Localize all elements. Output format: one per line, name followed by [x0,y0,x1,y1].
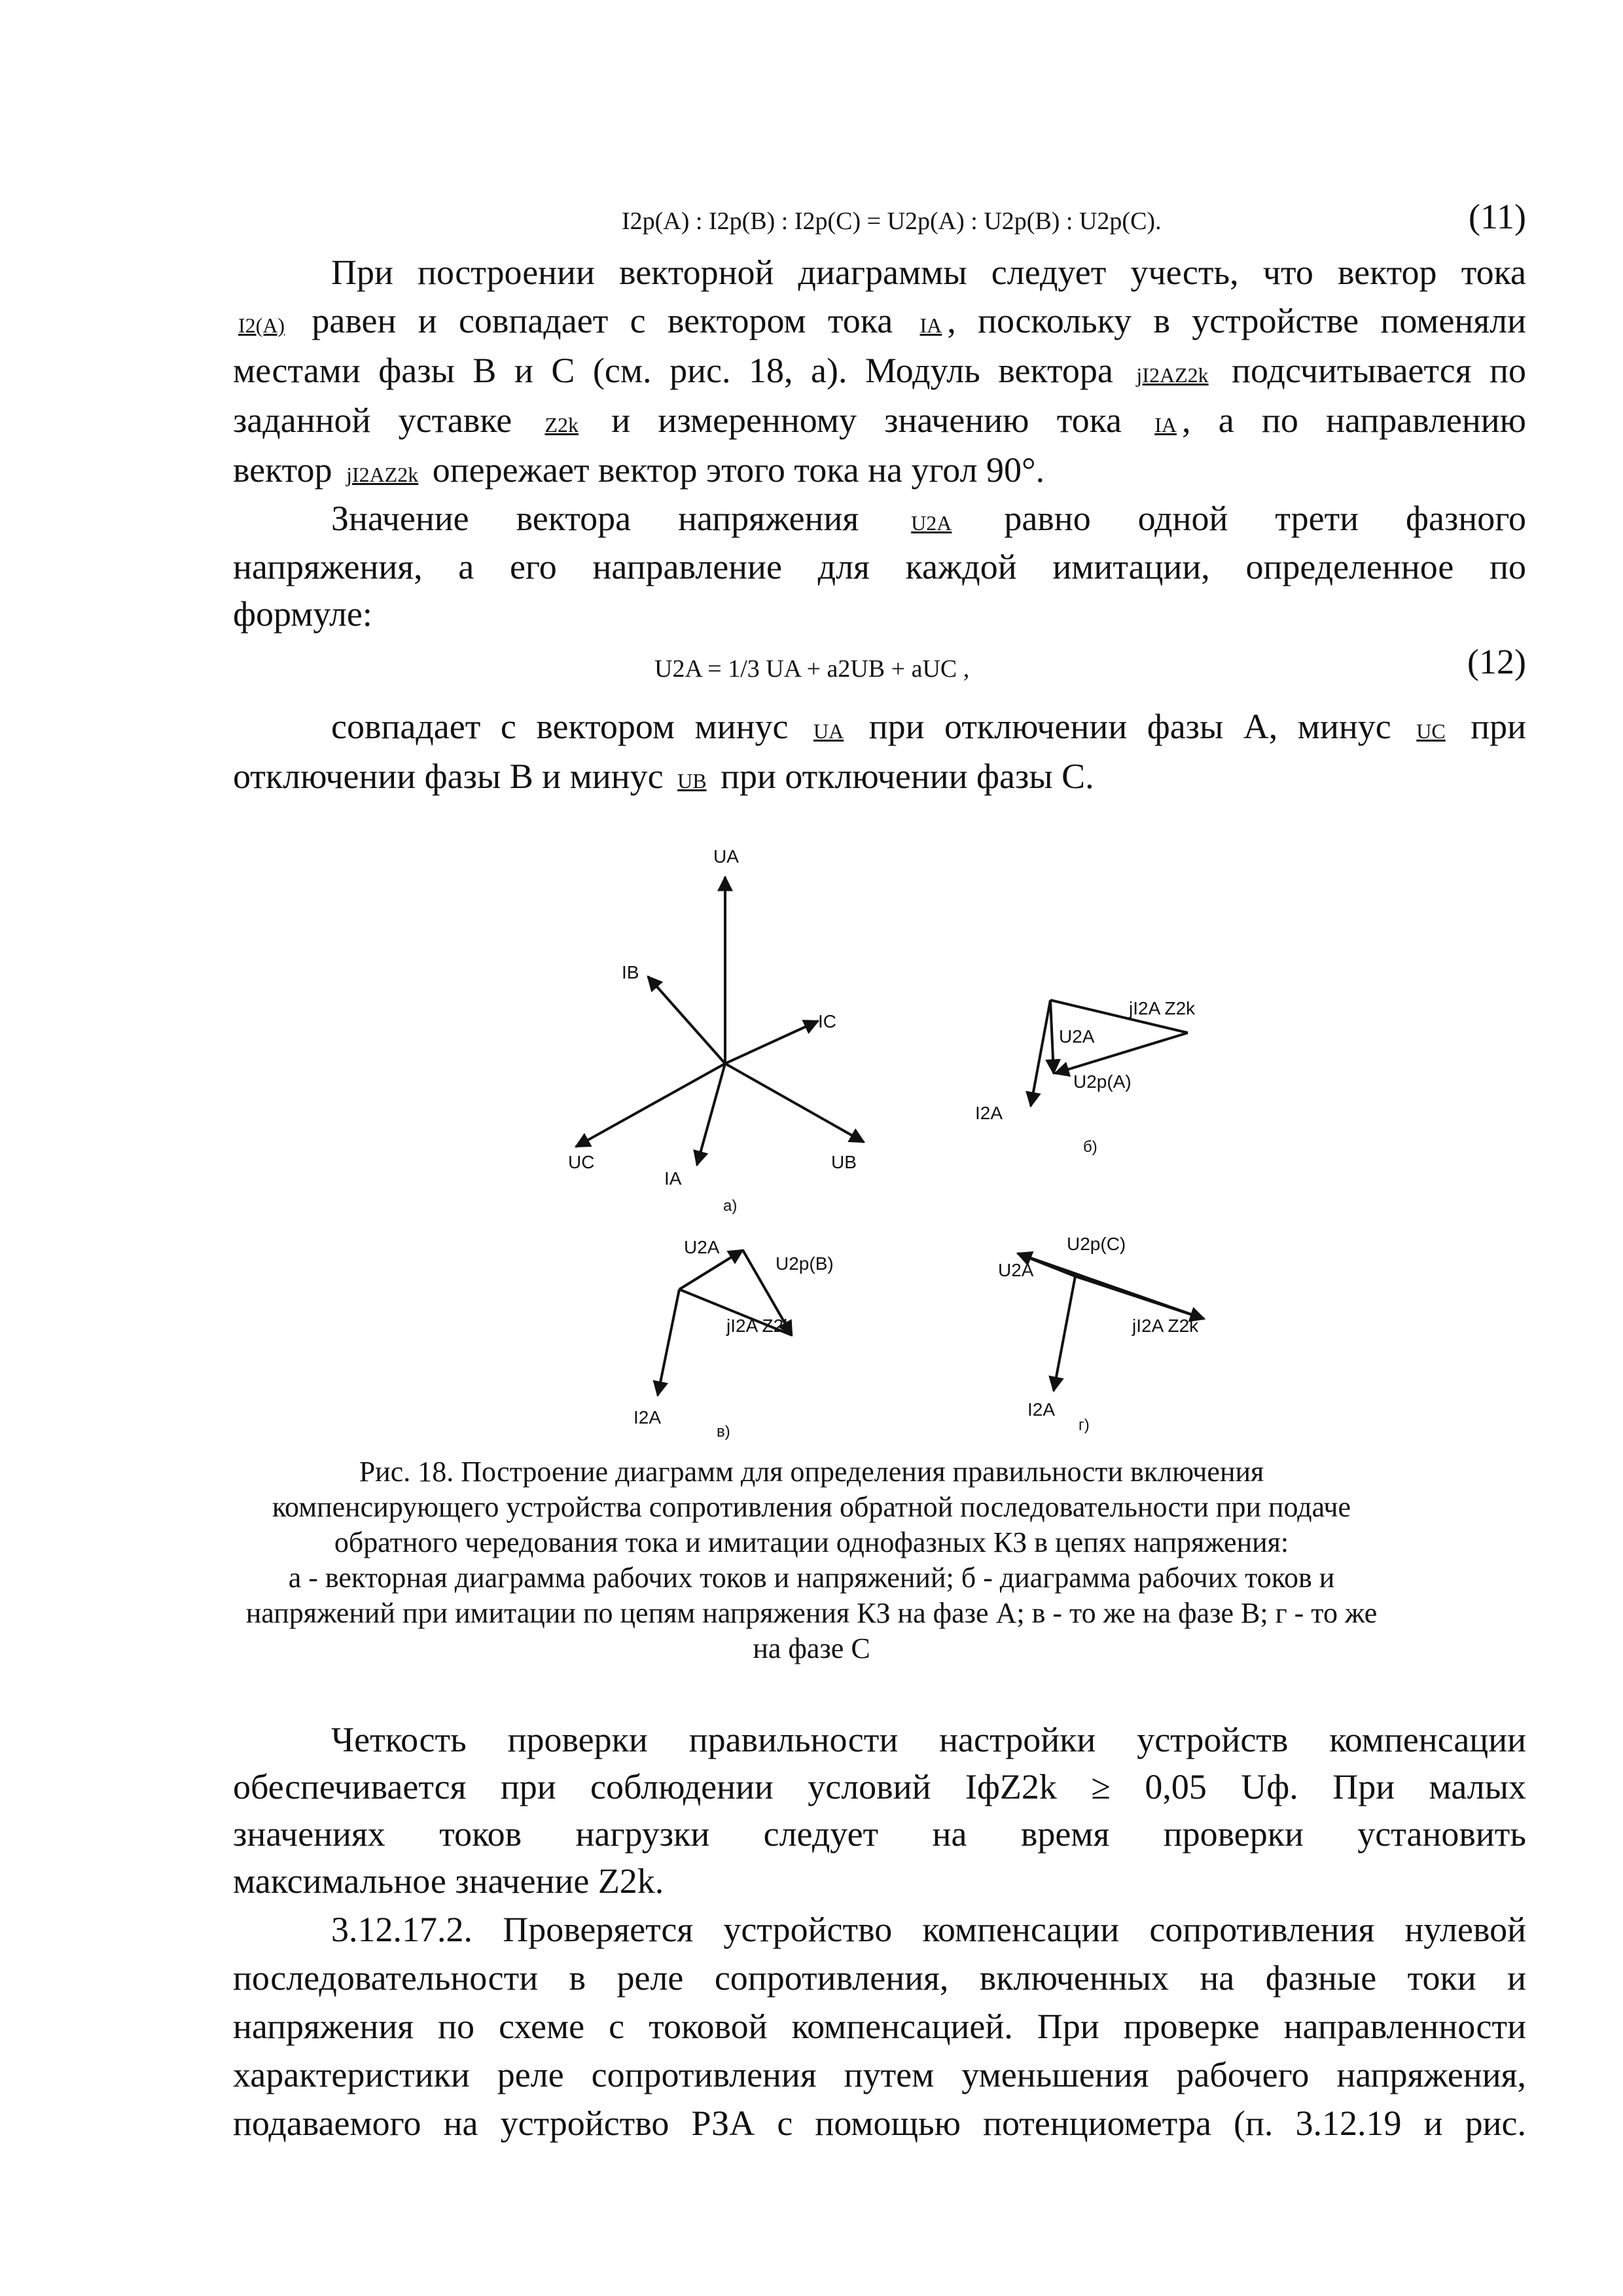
label-a: а) [723,1197,738,1215]
vector-i2a-b [1031,1000,1050,1106]
sym-ub: UB [677,769,707,793]
para4-line2-formula: IфZ2k ≥ 0,05 Uф. [965,1767,1298,1806]
para4-line2 [233,1762,1526,1812]
para4-line2-text: обеспечивается при соблюдении условий [233,1767,931,1806]
label-b: б) [1083,1138,1097,1156]
caption-line4: а - векторная диаграмма рабочих токов и напряжений; б - диаграмма рабочих токов и [288,1562,1335,1594]
sym-u2a: U2A [911,511,952,535]
formula-12: U2A = 1/3 UA + a2UB + aUC , [654,655,970,683]
para5-line1: 3.12.17.2. Проверяется устройство компенсации сопротивления нулевой [331,1910,1526,1949]
figure-caption [196,1454,1427,1666]
formula-11-number: (11) [1469,197,1526,236]
label-ub: UB [831,1152,857,1172]
figure-18 [0,831,1623,1453]
caption-line3: обратного чередования тока и имитации однофазных КЗ в цепях напряжения: [334,1526,1289,1558]
label-ji-b: jI2A Z2k [1129,998,1196,1018]
label-ji-g: jI2A Z2k [1132,1316,1199,1336]
para1-line5-tail: опережает вектор этого тока на угол 90°. [432,450,1045,490]
sym-z2k: Z2k [544,413,579,437]
formula-12-number: (12) [1467,642,1526,681]
label-u2a-b: U2A [1059,1026,1095,1047]
para1-line3-text: местами фазы В и С (см. рис. 18, а). Модуль вектора [233,351,1113,390]
label-v: в) [717,1423,730,1441]
caption-line5: напряжений при имитации по цепям напряжения КЗ на фазе А; в - то же на фазе В; г - то же [245,1597,1378,1629]
sym-ji2az2k: jI2AZ2k [1136,363,1209,387]
para4-line3: значениях токов нагрузки следует на время проверки установить [233,1814,1526,1854]
para3-line1-mid: при отключении фазы А, минус [868,707,1391,746]
label-u2pc: U2p(C) [1067,1234,1126,1254]
para1-line2-tail: , поскольку в устройстве поменяли [947,301,1527,340]
para1-line4-mid: и измеренному значению тока [611,401,1122,440]
vector-i2a-g [1054,1276,1075,1391]
label-uc: UC [568,1152,595,1172]
para2-line3: формуле: [233,594,372,634]
para5-line2: последовательности в реле сопротивления, включенных на фазные токи и [233,1958,1526,1998]
para4-line4-formula: Z2k. [597,1861,664,1901]
para5-line5: подаваемого на устройство РЗА с помощью потенциометра (п. 3.12.19 и рис. [233,2104,1526,2143]
vector-ji2a-g [1075,1276,1204,1319]
para3-line1-text: совпадает с вектором минус [331,707,789,746]
para1-line3-tail: подсчитывается по [1232,351,1527,390]
para1-line2 [233,296,1526,350]
para3-line2-tail: при отключении фазы С. [721,757,1094,796]
caption-line1: Рис. 18. Построение диаграмм для определения правильности включения [359,1456,1264,1488]
para1-line5 [233,445,1526,499]
label-ji-v: jI2A Z2k [726,1316,793,1336]
vector-ic [725,1021,818,1064]
label-ib: IB [622,962,639,982]
label-i2a-v: I2A [633,1407,662,1427]
label-g: г) [1079,1416,1090,1434]
caption-line2: компенсирующего устройства сопротивления обратной последовательности при подаче [272,1491,1351,1523]
formula-11: I2p(A) : I2p(B) : I2p(C) = U2p(A) : U2p(B) : U2p(C). [622,207,1162,235]
vector-i2a-v [658,1289,679,1395]
label-u2a-g: U2A [998,1260,1034,1280]
para1-line4 [233,395,1526,450]
para1-line2-text: равен и совпадает с вектором тока [312,301,893,340]
vector-ub [725,1064,864,1142]
vector-ia [697,1064,725,1165]
sym-ji2az2k-2: jI2AZ2k [346,463,419,486]
sym-i2a: I2(A) [238,314,285,337]
vector-u2a-b [1050,1000,1054,1073]
para5-line4: характеристики реле сопротивления путем уменьшения рабочего напряжения, [233,2055,1526,2094]
para4-line4-text: максимальное значение [233,1861,590,1901]
sym-ia-2: IA [1154,413,1177,437]
para4-line1: Четкость проверки правильности настройки устройств компенсации [331,1720,1526,1759]
para1-line4-text: заданной уставке [233,401,512,440]
label-ic: IC [818,1011,836,1031]
para2-line1-tail: равно одной трети фазного [1004,499,1527,538]
para2-line1 [233,493,1526,548]
vector-ib [648,977,725,1064]
label-u2pb: U2p(B) [776,1253,834,1274]
label-u2a-v: U2A [684,1237,720,1257]
label-i2a-b: I2A [975,1103,1003,1123]
para1-line4-tail: , а по направлению [1182,401,1526,440]
para4-line4 [233,1856,1526,1906]
label-ia: IA [664,1168,682,1189]
label-u2pa: U2p(A) [1073,1071,1132,1092]
para4-line2-tail: При малых [1332,1767,1527,1806]
para1-line3 [233,346,1526,400]
para3-line2-text: отключении фазы В и минус [233,757,664,796]
para2-line2: напряжения, а его направление для каждой имитации, определенное по [233,547,1526,586]
para1-line5-text: вектор [233,450,332,490]
sym-uc: UC [1416,719,1446,743]
label-ua: UA [713,846,739,867]
para2-line1-text: Значение вектора напряжения [331,499,859,538]
sym-ua: UA [813,719,844,743]
label-i2a-g: I2A [1027,1399,1056,1420]
para3-line1-tail: при [1471,707,1527,746]
para5-line3: напряжения по схеме с токовой компенсацией. При проверке направленности [233,2007,1526,2046]
caption-line6: на фазе С [753,1632,870,1664]
sym-ia: IA [919,314,942,337]
para3-line2 [233,751,1526,806]
vector-uc [576,1064,725,1147]
para3-line1 [233,702,1526,756]
para1-line1: При построении векторной диаграммы следует учесть, что вектор тока [331,253,1526,292]
